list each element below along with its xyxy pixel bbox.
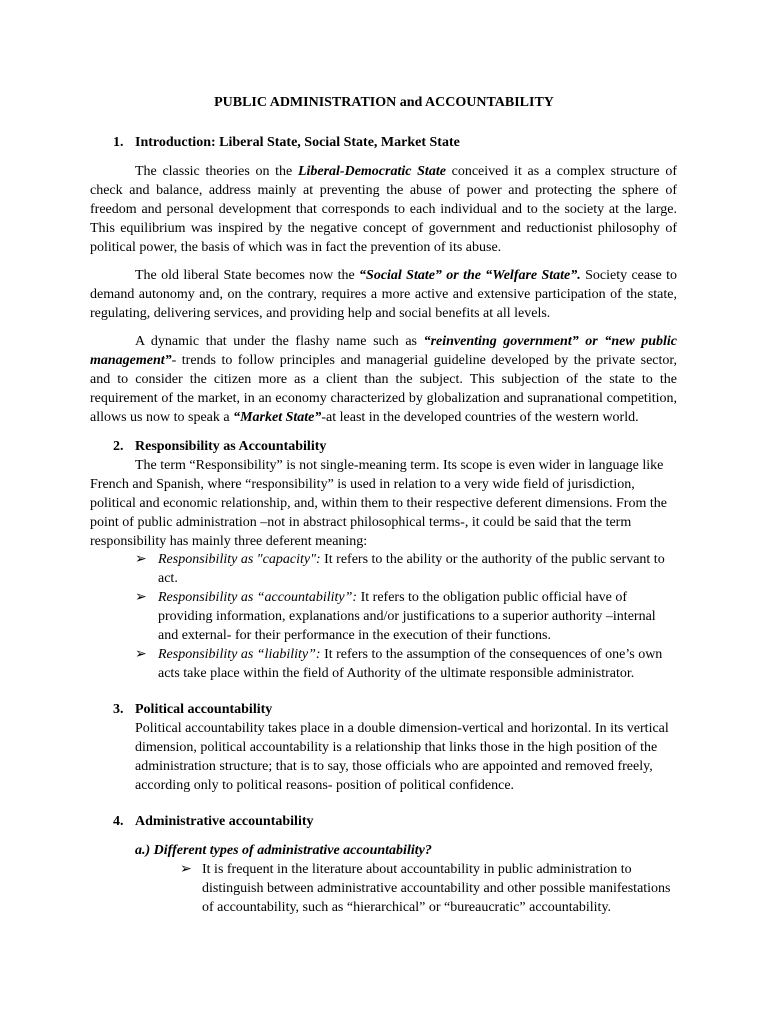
bullet-text: It is frequent in the literature about accountability in public administration to distinguish between administrative accountability and other possible manifestations of accountability, such as “hierarchical” or “bureaucratic” accountability. <box>202 862 671 915</box>
text-run: A dynamic that under the flashy name such as <box>135 334 424 349</box>
section-number: 3. <box>113 702 124 717</box>
text-run: The old liberal State becomes now the <box>135 268 360 283</box>
subsection-a-heading <box>135 841 677 860</box>
list-item <box>90 645 677 683</box>
bullet-text: It refers to the obligation public official have of providing information, explanations and/or justifications to a superior authority –internal and external- for their performance in the execution of their functions. <box>158 590 656 643</box>
section-1-heading <box>90 133 677 152</box>
section-title: Introduction: Liberal State, Social State, Market State <box>135 135 460 150</box>
text-run: Society cease to demand autonomy and, on the contrary, requires a more active and extensive participation of the state, regulating, delivering services, and providing help and social benefits at all levels. <box>90 268 678 321</box>
text-run: -at least in the developed countries of the western world. <box>321 410 639 425</box>
section-3-paragraph: Political accountability takes place in a double dimension-vertical and horizontal. In its vertical dimension, political accountability is a relationship that links those in the high position of the administration structure; that is to say, those officials who are appointed and removed freely, according only to political reasons- position of political confidence. <box>135 721 669 793</box>
section-number: 1. <box>113 135 124 150</box>
list-item <box>90 588 677 645</box>
arrow-bullet-icon: ➢ <box>135 552 147 567</box>
section-number: 4. <box>113 814 124 829</box>
section-title: Responsibility as Accountability <box>135 439 327 454</box>
subsection-a-bullet-list <box>180 860 677 917</box>
document-title: PUBLIC ADMINISTRATION and ACCOUNTABILITY <box>214 95 554 110</box>
section-number: 2. <box>113 439 124 454</box>
text-run: conceived it as a complex structure of check and balance, address mainly at preventing the abuse of power and protecting the sphere of freedom and personal development that corresponds to each individual and to the society at the large. This equilibrium was inspired by the negative concept of government and reductionist philosophy of political power, the basis of which was in fact the prevention of its abuse. <box>90 164 677 255</box>
bullet-text: It refers to the ability or the authority of the public servant to act. <box>158 552 665 586</box>
bullet-term: Responsibility as “accountability”: <box>158 590 358 605</box>
section-title: Administrative accountability <box>135 814 314 829</box>
text-run: The classic theories on the <box>135 164 298 179</box>
paragraph: The term “Responsibility” is not single-meaning term. Its scope is even wider in language like French and Spanish, where “responsibility” is used in relation to a very wide field of jurisdiction, political and economic relationship, and, within them to their respective deferent dimensions. From the point of public administration –not in abstract philosophical terms-, it could be said that the term responsibility has mainly three deferent meaning: <box>90 458 667 549</box>
bullet-text: It refers to the assumption of the consequences of one’s own acts take place within the field of Authority of the ultimate responsible administrator. <box>158 647 663 681</box>
arrow-bullet-icon: ➢ <box>135 647 147 662</box>
section-1-paragraph-1 <box>90 162 677 257</box>
section-2-heading <box>90 437 677 456</box>
arrow-bullet-icon: ➢ <box>180 862 192 877</box>
subsection-title: Different types of administrative accountability? <box>153 843 432 858</box>
emphasis-term: “reinventing government” or “new public management” <box>90 334 678 368</box>
section-4-heading <box>90 812 677 831</box>
emphasis-term: Liberal-Democratic State <box>297 164 446 179</box>
text-run: - trends to follow principles and managerial guideline developed by the private sector, and to consider the citizen more as a client than the subject. This subjection of the state to the requirement of the market, in an economy characterized by globalization and supranational competition, allows us now to speak a <box>90 353 677 425</box>
section-1-paragraph-3 <box>90 332 677 427</box>
list-item <box>180 860 677 917</box>
section-1-paragraph-2 <box>90 266 677 323</box>
section-title: Political accountability <box>135 702 273 717</box>
bullet-term: Responsibility as “liability”: <box>158 647 321 662</box>
bullet-term: Responsibility as "capacity": <box>158 552 321 567</box>
section-3-heading <box>90 700 677 719</box>
list-item <box>90 550 677 588</box>
subsection-label: a.) <box>135 843 151 858</box>
section-2-intro <box>90 456 677 551</box>
section-2-bullet-list <box>90 550 677 683</box>
arrow-bullet-icon: ➢ <box>135 590 147 605</box>
emphasis-term: “Social State” or the “Welfare State”. <box>359 268 581 283</box>
emphasis-term: “Market State” <box>233 410 322 425</box>
